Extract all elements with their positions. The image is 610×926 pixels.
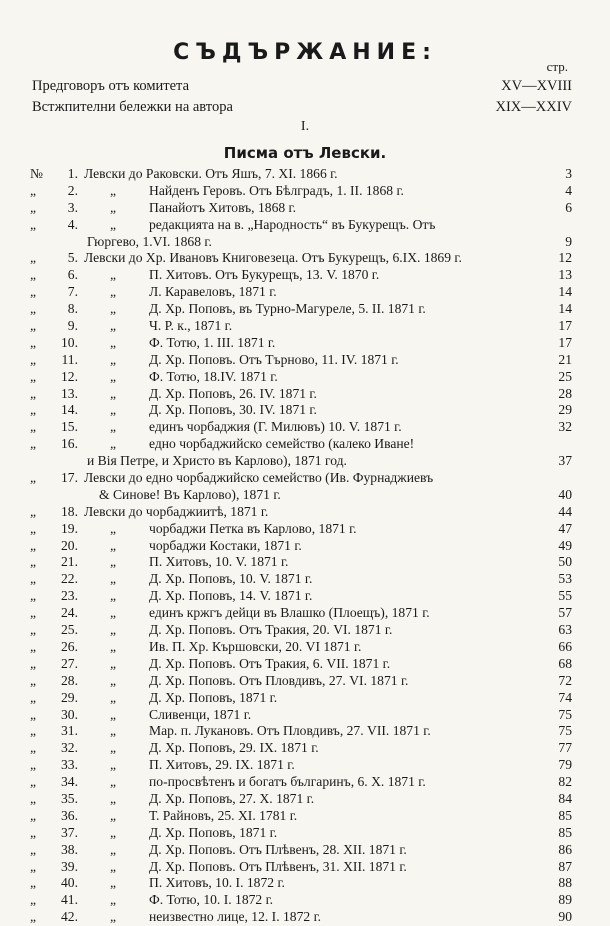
- entry-prefix: „: [30, 858, 37, 874]
- ditto-mark: „: [110, 672, 117, 688]
- toc-line: [0, 419, 610, 436]
- entry-text: Левски до Хр. Ивановъ Книговезеца. Отъ Букурещъ, 6.IX. 1869 г.: [84, 250, 462, 266]
- entry-prefix: „: [30, 385, 37, 401]
- entry-index: 37.: [61, 824, 78, 840]
- toc-line: [0, 504, 610, 521]
- section-numeral: I.: [300, 119, 310, 134]
- entry-page: 25: [558, 368, 572, 384]
- ditto-mark: „: [110, 774, 117, 790]
- ditto-mark: „: [110, 301, 117, 317]
- entry-text: Т. Райновъ, 25. XI. 1781 г.: [149, 807, 298, 823]
- entry-prefix: „: [30, 655, 37, 671]
- entry-page: 17: [558, 334, 572, 350]
- entry-index: 9.: [67, 318, 78, 334]
- entry-text: Д. Хр. Поповъ, 10. V. 1871 г.: [149, 571, 313, 587]
- ditto-mark: „: [110, 216, 117, 232]
- entry-index: 7.: [67, 284, 78, 300]
- front-matter-entry: [32, 78, 572, 95]
- entry-text: Сливенци, 1871 г.: [149, 706, 252, 722]
- entry-text: Левски до едно чорбаджийско семейство (Ив. Фурнаджиевъ: [84, 470, 434, 486]
- ditto-mark: „: [110, 841, 117, 857]
- entry-page: 89: [558, 892, 572, 908]
- entry-page: 29: [558, 402, 572, 418]
- entry-index: 23.: [61, 588, 78, 604]
- entry-page: 63: [558, 622, 572, 638]
- entry-text: редакцията на в. „Народность“ въ Букурещъ. Отъ: [149, 216, 436, 232]
- ditto-mark: „: [110, 757, 117, 773]
- entry-page: 88: [558, 875, 572, 891]
- entry-text: и Вія Петре, и Христо въ Карлово), 1871 год.: [87, 453, 347, 469]
- entry-prefix: „: [30, 250, 37, 266]
- entry-text: Ф. Тотю, 10. I. 1872 г.: [149, 892, 274, 908]
- entry-page: 75: [558, 706, 572, 722]
- entry-index: 13.: [61, 385, 78, 401]
- entry-index: 16.: [61, 436, 78, 452]
- ditto-mark: „: [110, 605, 117, 621]
- entry-text: Ф. Тотю, 1. III. 1871 г.: [149, 334, 276, 350]
- ditto-mark: „: [110, 638, 117, 654]
- entry-prefix: „: [30, 672, 37, 688]
- entry-prefix: „: [30, 267, 37, 283]
- entry-index: 42.: [61, 909, 78, 925]
- contents-list: [0, 166, 610, 926]
- ditto-mark: „: [110, 723, 117, 739]
- entry-index: 14.: [61, 402, 78, 418]
- toc-line: [0, 521, 610, 538]
- entry-text: Предговоръ отъ комитета: [32, 78, 190, 94]
- toc-line: [0, 639, 610, 656]
- ditto-mark: „: [110, 892, 117, 908]
- entry-prefix: „: [30, 892, 37, 908]
- entry-index: 39.: [61, 858, 78, 874]
- entry-index: 5.: [67, 250, 78, 266]
- entry-text: Найденъ Геровъ. Отъ Бѣлградъ, 1. II. 1868 г.: [149, 182, 404, 198]
- toc-line: [0, 554, 610, 571]
- entry-page: 14: [558, 301, 572, 317]
- entry-index: 2.: [67, 182, 78, 198]
- toc-line: [0, 166, 610, 183]
- entry-prefix: „: [30, 537, 37, 553]
- entry-text: Д. Хр. Поповъ, 30. IV. 1871 г.: [149, 402, 317, 418]
- toc-line: [0, 436, 610, 453]
- entry-page: 82: [558, 774, 572, 790]
- entry-page: 84: [558, 790, 572, 806]
- entry-index: 41.: [61, 892, 78, 908]
- entry-prefix: „: [30, 199, 37, 215]
- entry-prefix: „: [30, 554, 37, 570]
- section-title: Писма отъ Левски.: [223, 144, 387, 162]
- entry-index: 29.: [61, 689, 78, 705]
- entry-text: П. Хитовъ, 29. IX. 1871 г.: [149, 757, 295, 773]
- entry-page: 4: [565, 182, 572, 198]
- entry-page: 50: [558, 554, 572, 570]
- toc-line: [0, 335, 610, 352]
- entry-prefix: „: [30, 436, 37, 452]
- entry-text: Встжпителни бележки на автора: [32, 99, 233, 115]
- entry-text: Д. Хр. Поповъ. Отъ Търново, 11. IV. 1871 г.: [149, 351, 399, 367]
- entry-prefix: „: [30, 909, 37, 925]
- ditto-mark: „: [110, 824, 117, 840]
- entry-page: 85: [558, 807, 572, 823]
- entry-text: Левски до чорбаджиитѣ, 1871 г.: [84, 503, 269, 519]
- entry-prefix: „: [30, 875, 37, 891]
- ditto-mark: „: [110, 554, 117, 570]
- ditto-mark: „: [110, 385, 117, 401]
- entry-prefix: „: [30, 503, 37, 519]
- ditto-mark: „: [110, 790, 117, 806]
- toc-line: [0, 250, 610, 267]
- entry-pages: XV—XVIII: [501, 78, 572, 94]
- ditto-mark: „: [110, 858, 117, 874]
- entry-text: Д. Хр. Поповъ. Отъ Плѣвенъ, 31. XII. 1871 г.: [149, 858, 407, 874]
- entry-page: 6: [565, 199, 572, 215]
- toc-line: [0, 538, 610, 555]
- ditto-mark: „: [110, 622, 117, 638]
- front-matter-entry: [32, 99, 572, 116]
- entry-prefix: „: [30, 571, 37, 587]
- toc-line: [0, 656, 610, 673]
- entry-index: 15.: [61, 419, 78, 435]
- entry-text: чорбаджи Костаки, 1871 г.: [149, 537, 302, 553]
- entry-index: 25.: [61, 622, 78, 638]
- toc-line: [0, 859, 610, 876]
- toc-line: [0, 183, 610, 200]
- entry-text: чорбаджи Петка въ Карлово, 1871 г.: [149, 520, 357, 536]
- entry-text: Гюргево, 1.VI. 1868 г.: [87, 233, 212, 249]
- entry-index: 35.: [61, 790, 78, 806]
- entry-prefix: „: [30, 520, 37, 536]
- toc-line: [0, 605, 610, 622]
- entry-text: Д. Хр. Поповъ, 14. V. 1871 г.: [149, 588, 313, 604]
- ditto-mark: „: [110, 807, 117, 823]
- entry-index: 32.: [61, 740, 78, 756]
- entry-prefix: „: [30, 622, 37, 638]
- toc-line: [0, 386, 610, 403]
- toc-line: [0, 487, 610, 504]
- toc-line: [0, 808, 610, 825]
- entry-page: 87: [558, 858, 572, 874]
- entry-prefix: „: [30, 318, 37, 334]
- toc-line: [0, 723, 610, 740]
- entry-prefix: „: [30, 588, 37, 604]
- toc-line: [0, 622, 610, 639]
- entry-index: 10.: [61, 334, 78, 350]
- entry-text: Д. Хр. Поповъ, 1871 г.: [149, 689, 278, 705]
- entry-page: 37: [558, 453, 572, 469]
- entry-text: & Синове! Въ Карлово), 1871 г.: [99, 486, 281, 502]
- entry-index: 18.: [61, 503, 78, 519]
- entry-page: 14: [558, 284, 572, 300]
- entry-index: 21.: [61, 554, 78, 570]
- entry-prefix: „: [30, 689, 37, 705]
- entry-page: 12: [558, 250, 572, 266]
- entry-text: Мар. п. Лукановъ. Отъ Пловдивъ, 27. VII. 1871 г.: [149, 723, 431, 739]
- toc-line: [0, 707, 610, 724]
- toc-line: [0, 453, 610, 470]
- entry-text: Д. Хр. Поповъ, въ Турно-Магуреле, 5. II. 1871 г.: [149, 301, 426, 317]
- entry-page: 49: [558, 537, 572, 553]
- entry-text: единъ чорбаджия (Г. Милювъ) 10. V. 1871 г.: [149, 419, 402, 435]
- entry-prefix: „: [30, 470, 37, 486]
- entry-text: П. Хитовъ, 10. I. 1872 г.: [149, 875, 285, 891]
- entry-index: 24.: [61, 605, 78, 621]
- ditto-mark: „: [110, 436, 117, 452]
- entry-page: 17: [558, 318, 572, 334]
- entry-index: 33.: [61, 757, 78, 773]
- toc-line: [0, 892, 610, 909]
- entry-page: 13: [558, 267, 572, 283]
- toc-line: [0, 740, 610, 757]
- ditto-mark: „: [110, 284, 117, 300]
- entry-page: 9: [565, 233, 572, 249]
- entry-text: П. Хитовъ, 10. V. 1871 г.: [149, 554, 289, 570]
- entry-page: 53: [558, 571, 572, 587]
- entry-text: Д. Хр. Поповъ. Отъ Тракия, 6. VII. 1871 г.: [149, 655, 391, 671]
- ditto-mark: „: [110, 571, 117, 587]
- entry-prefix: „: [30, 723, 37, 739]
- entry-prefix: „: [30, 368, 37, 384]
- entry-index: 11.: [61, 351, 78, 367]
- entry-page: 74: [558, 689, 572, 705]
- toc-line: [0, 791, 610, 808]
- entry-index: 38.: [61, 841, 78, 857]
- toc-line: [0, 588, 610, 605]
- toc-line: [0, 757, 610, 774]
- entry-text: неизвестно лице, 12. I. 1872 г.: [149, 909, 322, 925]
- entry-page: 40: [558, 486, 572, 502]
- toc-line: [0, 875, 610, 892]
- entry-text: Д. Хр. Поповъ, 29. IX. 1871 г.: [149, 740, 319, 756]
- toc-line: [0, 673, 610, 690]
- toc-line: [0, 301, 610, 318]
- entry-page: 79: [558, 757, 572, 773]
- entry-page: 28: [558, 385, 572, 401]
- toc-line: [0, 842, 610, 859]
- ditto-mark: „: [110, 318, 117, 334]
- toc-line: [0, 284, 610, 301]
- entry-index: 30.: [61, 706, 78, 722]
- entry-index: 8.: [67, 301, 78, 317]
- entry-index: 28.: [61, 672, 78, 688]
- entry-prefix: „: [30, 334, 37, 350]
- toc-line: [0, 825, 610, 842]
- toc-line: [0, 571, 610, 588]
- entry-index: 36.: [61, 807, 78, 823]
- entry-page: 72: [558, 672, 572, 688]
- ditto-mark: „: [110, 689, 117, 705]
- entry-prefix: „: [30, 216, 37, 232]
- ditto-mark: „: [110, 520, 117, 536]
- entry-prefix: „: [30, 301, 37, 317]
- entry-text: Панайотъ Хитовъ, 1868 г.: [149, 199, 297, 215]
- entry-text: Д. Хр. Поповъ, 1871 г.: [149, 824, 278, 840]
- entry-text: Д. Хр. Поповъ. Отъ Тракия, 20. VI. 1871 г.: [149, 622, 393, 638]
- ditto-mark: „: [110, 740, 117, 756]
- entry-index: 26.: [61, 638, 78, 654]
- entry-page: 66: [558, 638, 572, 654]
- entry-index: 12.: [61, 368, 78, 384]
- entry-prefix: „: [30, 824, 37, 840]
- ditto-mark: „: [110, 267, 117, 283]
- page-title: СЪДЪРЖАНИЕ:: [173, 40, 437, 65]
- ditto-mark: „: [110, 706, 117, 722]
- entry-page: 55: [558, 588, 572, 604]
- entry-index: 22.: [61, 571, 78, 587]
- ditto-mark: „: [110, 351, 117, 367]
- entry-page: 3: [565, 166, 572, 181]
- toc-line: [0, 267, 610, 284]
- entry-index: 20.: [61, 537, 78, 553]
- entry-index: 19.: [61, 520, 78, 536]
- toc-line: [0, 352, 610, 369]
- entry-page: 85: [558, 824, 572, 840]
- entry-page: 68: [558, 655, 572, 671]
- toc-line: [0, 909, 610, 926]
- toc-line: [0, 369, 610, 386]
- ditto-mark: „: [110, 334, 117, 350]
- ditto-mark: „: [110, 588, 117, 604]
- entry-index: 17.: [61, 470, 78, 486]
- entry-prefix: „: [30, 807, 37, 823]
- ditto-mark: „: [110, 875, 117, 891]
- entry-text: Д. Хр. Поповъ, 26. IV. 1871 г.: [149, 385, 317, 401]
- entry-prefix: „: [30, 740, 37, 756]
- entry-pages: XIX—XXIV: [495, 99, 572, 115]
- entry-text: единъ кржгъ дейци въ Влашко (Плоещъ), 1871 г.: [149, 605, 430, 621]
- entry-prefix: „: [30, 757, 37, 773]
- entry-index: 34.: [61, 774, 78, 790]
- toc-line: [0, 774, 610, 791]
- entry-page: 75: [558, 723, 572, 739]
- ditto-mark: „: [110, 537, 117, 553]
- ditto-mark: „: [110, 199, 117, 215]
- entry-text: Д. Хр. Поповъ, 27. X. 1871 г.: [149, 790, 315, 806]
- ditto-mark: „: [110, 402, 117, 418]
- entry-prefix: „: [30, 638, 37, 654]
- entry-text: Л. Каравеловъ, 1871 г.: [149, 284, 277, 300]
- entry-text: едно чорбаджийско семейство (калеко Иване!: [149, 436, 415, 452]
- toc-line: [0, 217, 610, 234]
- ditto-mark: „: [110, 368, 117, 384]
- entry-index: 6.: [67, 267, 78, 283]
- entry-page: 90: [558, 909, 572, 925]
- entry-text: Д. Хр. Поповъ. Отъ Плѣвенъ, 28. XII. 1871 г.: [149, 841, 407, 857]
- entry-index: 1.: [67, 166, 78, 181]
- entry-prefix: „: [30, 402, 37, 418]
- entry-prefix: „: [30, 706, 37, 722]
- entry-text: Ф. Тотю, 18.IV. 1871 г.: [149, 368, 278, 384]
- entry-prefix: „: [30, 351, 37, 367]
- ditto-mark: „: [110, 419, 117, 435]
- ditto-mark: „: [110, 655, 117, 671]
- toc-line: [0, 402, 610, 419]
- entry-page: 77: [558, 740, 572, 756]
- entry-text: Д. Хр. Поповъ. Отъ Пловдивъ, 27. VI. 1871 г.: [149, 672, 409, 688]
- entry-page: 47: [558, 520, 572, 536]
- entry-text: П. Хитовъ. Отъ Букурещъ, 13. V. 1870 г.: [149, 267, 380, 283]
- entry-page: 57: [558, 605, 572, 621]
- toc-line: [0, 234, 610, 251]
- entry-text: по-просвѣтенъ и богатъ българинъ, 6. X. 1871 г.: [149, 774, 426, 790]
- entry-page: 86: [558, 841, 572, 857]
- entry-text: Левски до Раковски. Отъ Яшъ, 7. XI. 1866 г.: [84, 166, 338, 181]
- entry-page: 44: [558, 503, 572, 519]
- entry-text: Ч. Р. к., 1871 г.: [149, 318, 233, 334]
- toc-line: [0, 470, 610, 487]
- entry-prefix: „: [30, 790, 37, 806]
- entry-index: 3.: [67, 199, 78, 215]
- ditto-mark: „: [110, 182, 117, 198]
- entry-index: 4.: [67, 216, 78, 232]
- entry-prefix: „: [30, 182, 37, 198]
- entry-prefix: „: [30, 774, 37, 790]
- entry-page: 32: [558, 419, 572, 435]
- pages-column-header: стр.: [546, 59, 568, 74]
- ditto-mark: „: [110, 909, 117, 925]
- entry-prefix: №: [30, 166, 43, 181]
- entry-index: 27.: [61, 655, 78, 671]
- entry-prefix: „: [30, 605, 37, 621]
- entry-prefix: „: [30, 419, 37, 435]
- entry-prefix: „: [30, 841, 37, 857]
- entry-page: 21: [558, 351, 572, 367]
- toc-line: [0, 690, 610, 707]
- entry-prefix: „: [30, 284, 37, 300]
- toc-line: [0, 318, 610, 335]
- entry-index: 40.: [61, 875, 78, 891]
- entry-text: Ив. П. Хр. Кършовски, 20. VI 1871 г.: [149, 638, 362, 654]
- toc-line: [0, 200, 610, 217]
- entry-index: 31.: [61, 723, 78, 739]
